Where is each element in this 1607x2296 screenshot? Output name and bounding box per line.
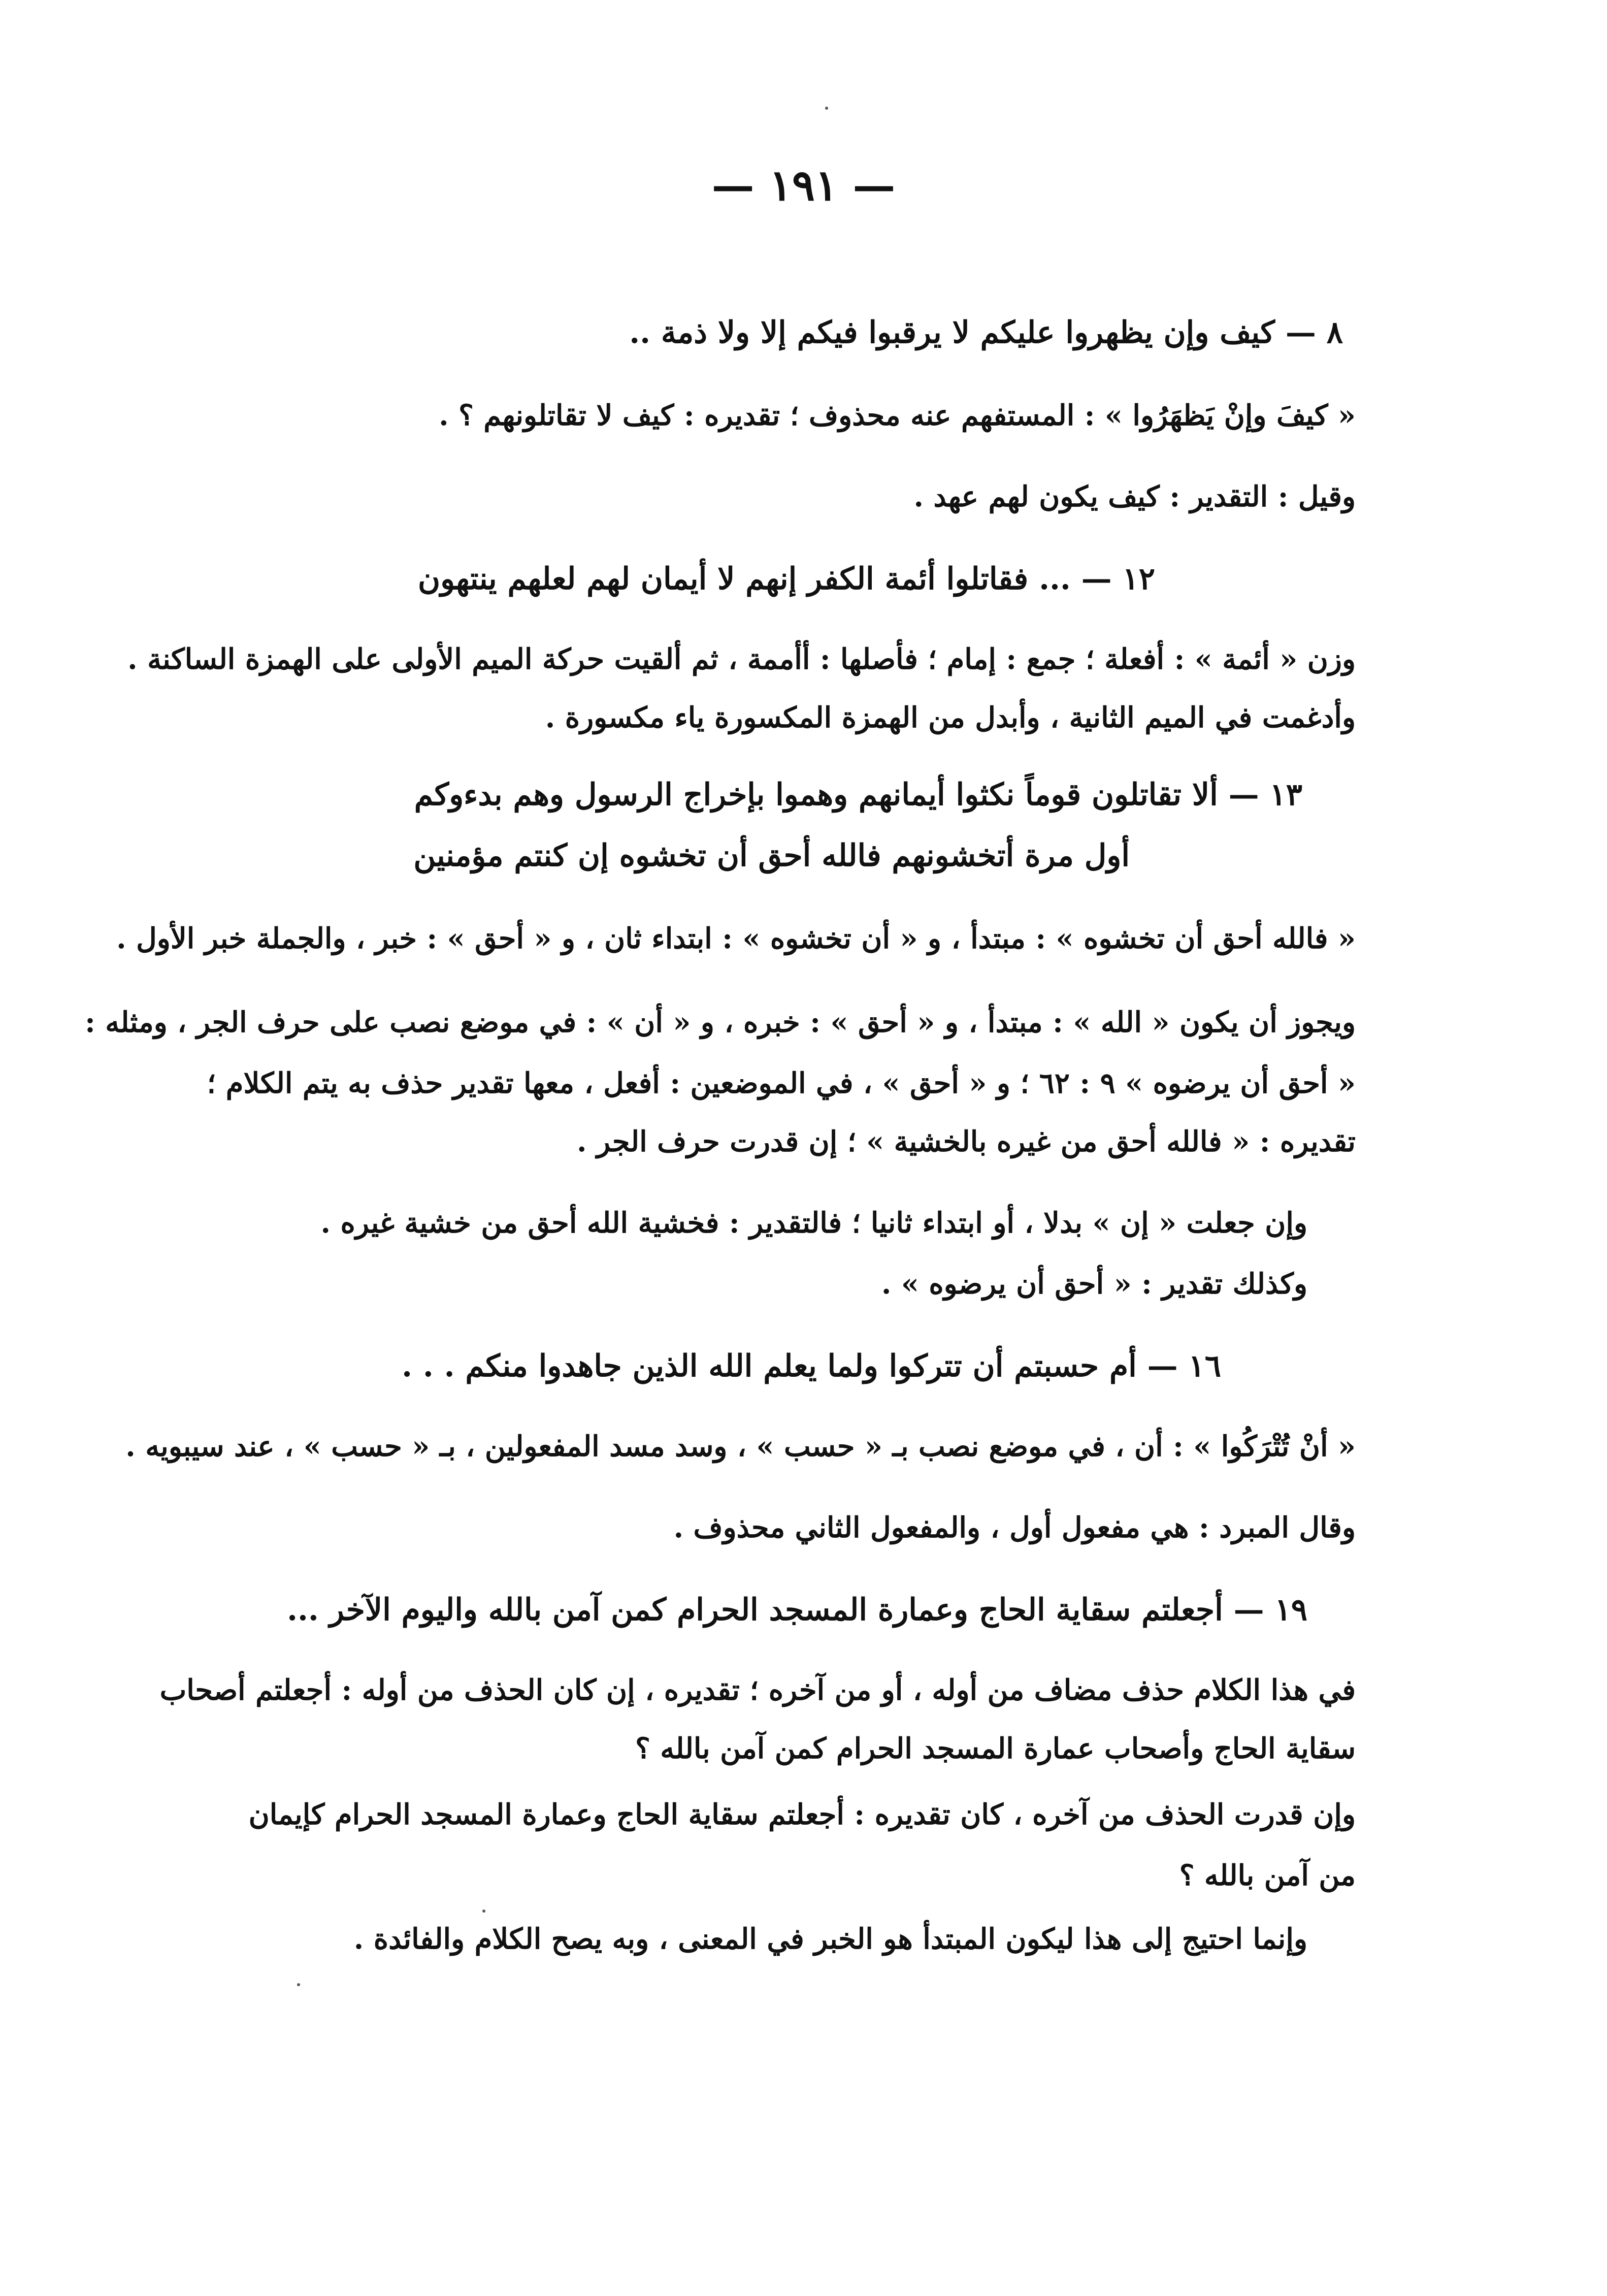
commentary-line: « فالله أحق أن تخشوه » : مبتدأ ، و « أن تخشوه » : ابتداء ثان ، و « أحق » : خبر ، والجملة خبر الأول . <box>116 922 1356 955</box>
commentary-line: سقاية الحاج وأصحاب عمارة المسجد الحرام كمن آمن بالله ؟ <box>635 1732 1356 1765</box>
verse-19: ١٩ — أجعلتم سقاية الحاج وعمارة المسجد الحرام كمن آمن بالله واليوم الآخر ... <box>287 1592 1307 1628</box>
page-number: — ١٩١ — <box>711 160 896 210</box>
commentary-line: وزن « أئمة » : أفعلة ؛ جمع : إمام ؛ فأصلها : أأممة ، ثم ألقيت حركة الميم الأولى على الهمزة الساكنة . <box>127 642 1356 676</box>
commentary-line: من آمن بالله ؟ <box>1179 1859 1356 1892</box>
verse-8: ٨ — كيف وإن يظهروا عليكم لا يرقبوا فيكم إلا ولا ذمة .. <box>629 315 1343 350</box>
commentary-line: وقيل : التقدير : كيف يكون لهم عهد . <box>913 480 1356 513</box>
scan-speck <box>482 1910 485 1913</box>
verse-13-line-2: أول مرة أتخشونهم فالله أحق أن تخشوه إن كنتم مؤمنين <box>413 838 1130 874</box>
commentary-line: في هذا الكلام حذف مضاف من أوله ، أو من آخره ؛ تقديره ، إن كان الحذف من أوله : أجعلتم أصحاب <box>159 1673 1356 1707</box>
commentary-line: ويجوز أن يكون « الله » : مبتدأ ، و « أحق » : خبره ، و « أن » : في موضع نصب على حرف الجر ، ومثله : <box>85 1006 1356 1039</box>
scan-speck <box>297 1983 300 1986</box>
commentary-line: « أنْ تُتْرَكُوا » : أن ، في موضع نصب بـ « حسب » ، وسد مسد المفعولين ، بـ « حسب » ، عند سيبويه . <box>125 1430 1356 1463</box>
commentary-line: وإن قدرت الحذف من آخره ، كان تقديره : أجعلتم سقاية الحاج وعمارة المسجد الحرام كإيمان <box>248 1798 1356 1831</box>
verse-13-line-1: ١٣ — ألا تقاتلون قوماً نكثوا أيمانهم وهموا بإخراج الرسول وهم بدءوكم <box>414 777 1302 813</box>
commentary-line: « كيفَ وإنْ يَظهَرُوا » : المستفهم عنه محذوف ؛ تقديره : كيف لا تقاتلونهم ؟ . <box>439 399 1356 432</box>
commentary-line: تقديره : « فالله أحق من غيره بالخشية » ؛ إن قدرت حرف الجر . <box>576 1125 1356 1158</box>
commentary-line: وإنما احتيج إلى هذا ليكون المبتدأ هو الخبر في المعنى ، وبه يصح الكلام والفائدة . <box>353 1922 1307 1956</box>
commentary-line: « أحق أن يرضوه » ٩ : ٦٢ ؛ و « أحق » ، في الموضعين : أفعل ، معها تقدير حذف به يتم الكلام ؛ <box>207 1066 1356 1100</box>
commentary-line: وإن جعلت « إن » بدلا ، أو ابتداء ثانيا ؛ فالتقدير : فخشية الله أحق من خشية غيره . <box>320 1206 1307 1240</box>
scan-speck <box>825 107 828 110</box>
commentary-line: وقال المبرد : هي مفعول أول ، والمفعول الثاني محذوف . <box>673 1511 1356 1544</box>
commentary-line: وأدغمت في الميم الثانية ، وأبدل من الهمزة المكسورة ياء مكسورة . <box>545 701 1356 734</box>
verse-16: ١٦ — أم حسبتم أن تتركوا ولما يعلم الله الذين جاهدوا منكم . . . <box>402 1348 1221 1384</box>
verse-12: ١٢ — ... فقاتلوا أئمة الكفر إنهم لا أيمان لهم لعلهم ينتهون <box>418 561 1155 597</box>
commentary-line: وكذلك تقدير : « أحق أن يرضوه » . <box>881 1267 1307 1301</box>
